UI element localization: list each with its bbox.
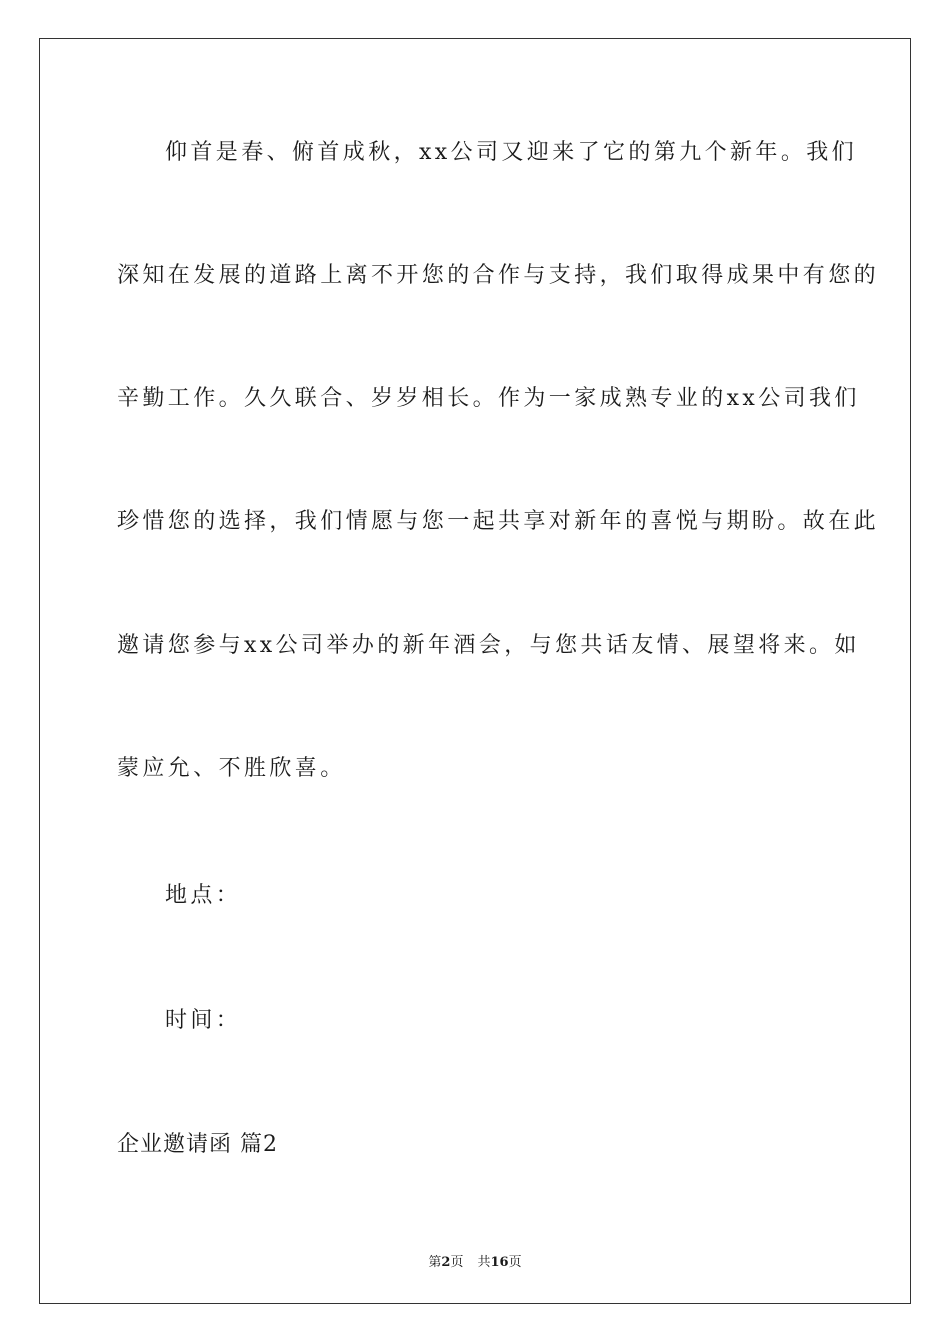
page-current: 2 xyxy=(441,1255,451,1270)
page-total: 16 xyxy=(490,1255,509,1270)
total-prefix: 共 xyxy=(477,1255,491,1270)
page-suffix: 页 xyxy=(450,1255,464,1270)
location-label: 地点： xyxy=(165,883,242,908)
page-frame xyxy=(39,38,911,1304)
total-suffix: 页 xyxy=(508,1255,522,1270)
paragraph-line-3: 辛勤工作。久久联合、岁岁相长。作为一家成熟专业的xx公司我们 xyxy=(117,386,860,411)
paragraph-line-2: 深知在发展的道路上离不开您的合作与支持，我们取得成果中有您的 xyxy=(117,263,880,288)
page-footer xyxy=(0,1251,950,1270)
paragraph-line-4: 珍惜您的选择，我们情愿与您一起共享对新年的喜悦与期盼。故在此 xyxy=(117,509,880,534)
section-heading: 企业邀请函 篇2 xyxy=(117,1132,278,1157)
paragraph-line-1: 仰首是春、俯首成秋，xx公司又迎来了它的第九个新年。我们 xyxy=(165,140,858,165)
time-label: 时间： xyxy=(165,1008,242,1033)
paragraph-line-6: 蒙应允、不胜欣喜。 xyxy=(117,756,346,781)
paragraph-line-5: 邀请您参与xx公司举办的新年酒会，与您共话友情、展望将来。如 xyxy=(117,633,860,658)
page-prefix: 第 xyxy=(428,1255,442,1270)
